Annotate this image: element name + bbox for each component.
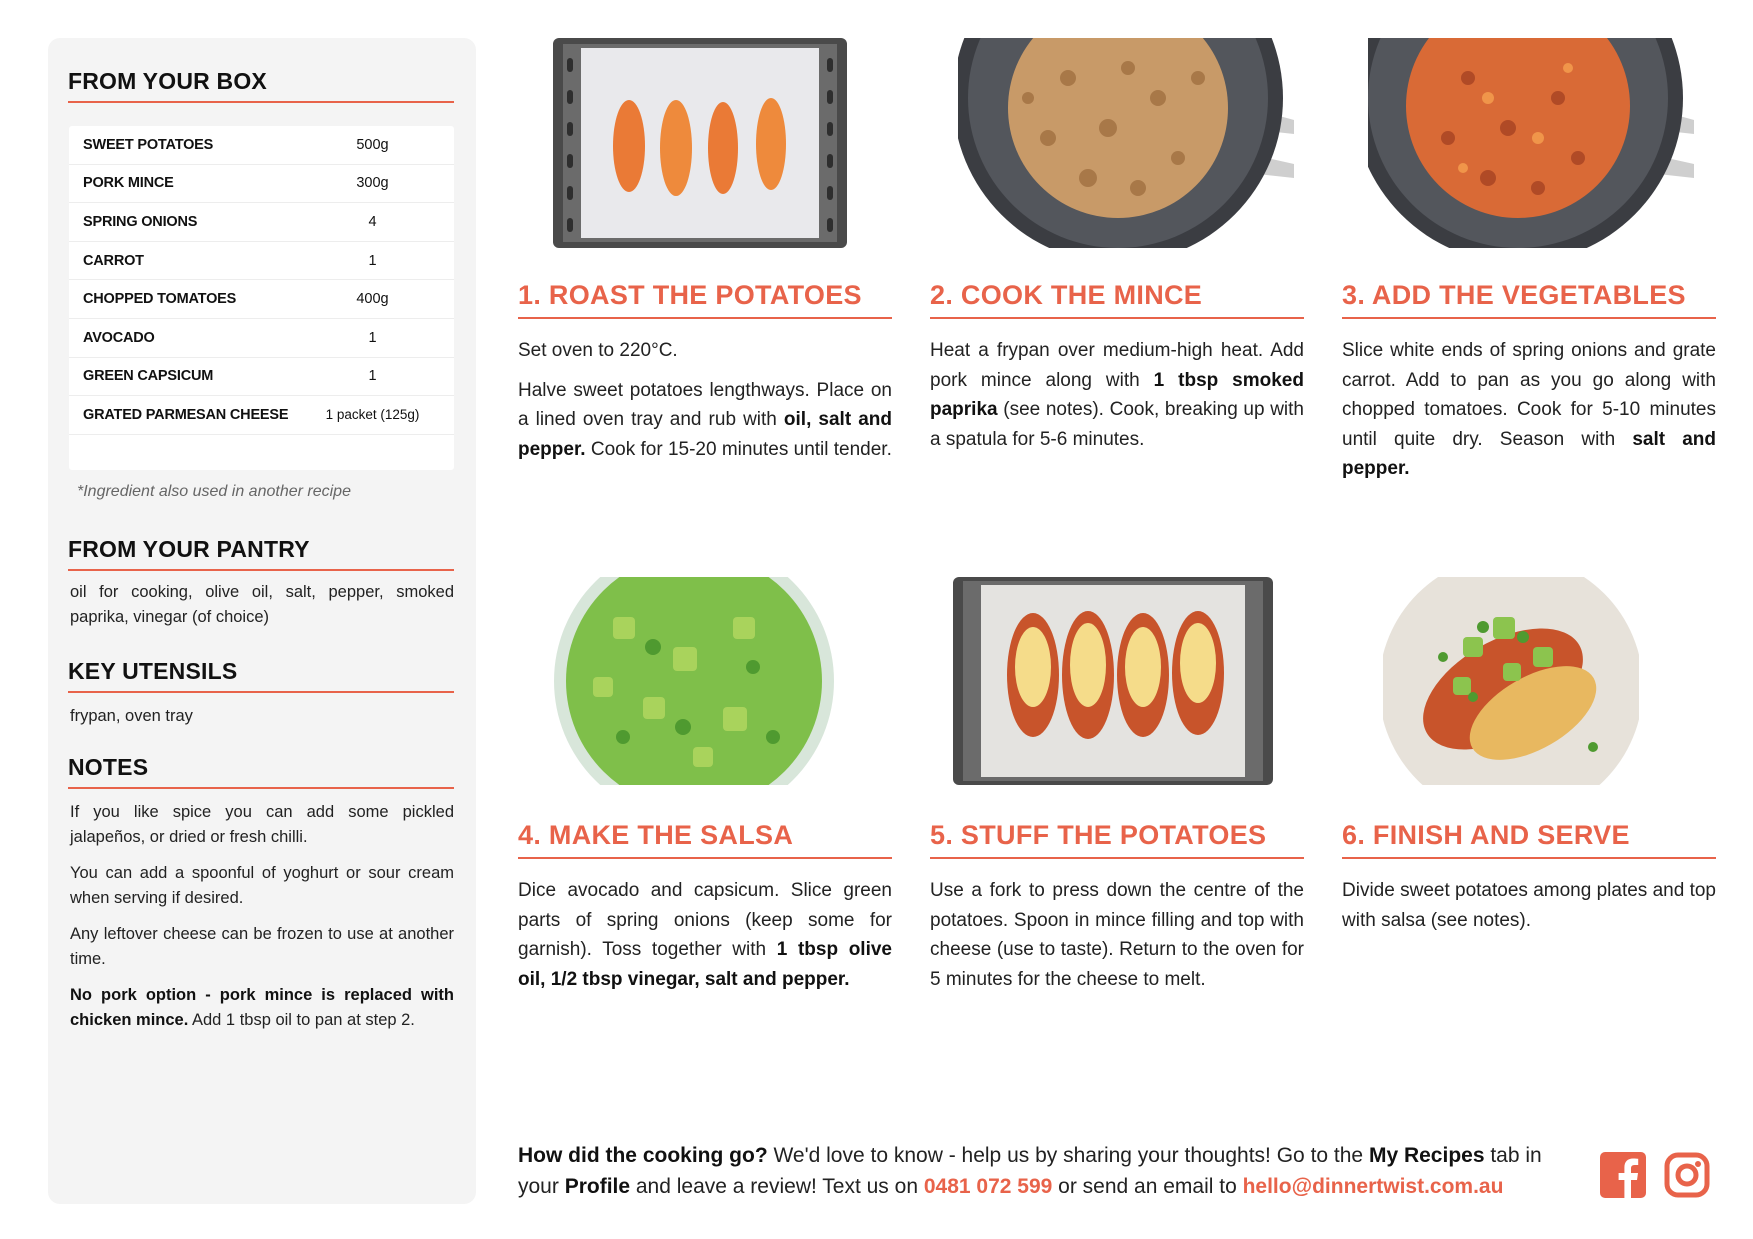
ingredient-qty: 1 — [368, 368, 377, 385]
note-paragraph: If you like spice you can add some pickled jalapeños, or dried or fresh chilli. — [70, 803, 454, 846]
table-row — [69, 203, 454, 242]
my-recipes-link[interactable]: My Recipes — [1368, 1144, 1485, 1167]
table-row — [69, 280, 454, 319]
step-1-text-a: Halve sweet potatoes lengthways. Place on a lined oven tray and rub with — [518, 379, 892, 430]
step-1-body — [518, 336, 892, 474]
step-2-bold: 1 tbsp smoked paprika — [930, 369, 1304, 420]
ingredient-name: CHOPPED TOMATOES — [83, 291, 237, 308]
facebook-icon[interactable] — [1600, 1152, 1646, 1198]
utensils-text: frypan, oven tray — [70, 707, 193, 725]
ingredient-name: GREEN CAPSICUM — [83, 368, 214, 385]
ingredients-sidebar — [48, 38, 476, 1204]
ingredient-footnote: *Ingredient also used in another recipe — [77, 483, 351, 500]
step-2-text-c: (see notes). Cook, breaking up with a spatula for 5-6 minutes. — [930, 399, 1304, 450]
feedback-text: We'd love to know - help us by sharing your thoughts! Go to the — [767, 1144, 1369, 1167]
ingredient-name: SPRING ONIONS — [83, 213, 198, 230]
note-paragraph — [70, 983, 454, 1033]
step-6-body — [1342, 876, 1716, 945]
step-5-text: Use a fork to press down the centre of the potatoes. Spoon in mince filling and top with cheese (use to taste). Return to the oven for 5 minutes for the cheese to melt. — [930, 880, 1304, 990]
email-link[interactable]: hello@dinnertwist.com.au — [1242, 1175, 1504, 1198]
ingredient-qty: 1 — [368, 252, 377, 269]
from-your-pantry-heading: FROM YOUR PANTRY — [68, 536, 454, 571]
step-2-text-a: Heat a frypan over medium-high heat. Add pork mince along with — [930, 340, 1304, 391]
step-1-photo — [553, 38, 847, 248]
step-4-body — [518, 876, 892, 1004]
step-5-title: 5. STUFF THE POTATOES — [930, 820, 1304, 859]
step-4-text — [518, 876, 892, 994]
pantry-text: oil for cooking, olive oil, salt, pepper, smoked paprika, vinegar (of choice) — [70, 583, 454, 626]
note-text: Add 1 tbsp oil to pan at step 2. — [188, 1011, 415, 1029]
step-2-title: 2. COOK THE MINCE — [930, 280, 1304, 319]
table-row — [69, 126, 454, 165]
step-3-photo — [1368, 38, 1708, 248]
step-4-text-a: Dice avocado and capsicum. Slice green parts of spring onions (keep some for garnish). Toss together with — [518, 880, 892, 960]
step-3-title: 3. ADD THE VEGETABLES — [1342, 280, 1716, 319]
step-2-text — [930, 336, 1304, 454]
ingredient-qty: 1 — [368, 329, 377, 346]
step-6-photo — [1383, 577, 1639, 785]
feedback-text: or send an email to — [1052, 1175, 1243, 1198]
ingredient-name: CARROT — [83, 252, 144, 269]
ingredient-qty: 500g — [356, 136, 389, 153]
step-6-title: 6. FINISH AND SERVE — [1342, 820, 1716, 859]
notes-heading: NOTES — [68, 754, 454, 789]
ingredient-table — [69, 126, 454, 470]
note-bold: No pork option - pork mince is replaced with chicken mince. — [70, 986, 454, 1029]
step-1-text: Set oven to 220°C. — [518, 340, 678, 361]
step-5-body — [930, 876, 1304, 1004]
table-row — [69, 242, 454, 281]
feedback-text: and leave a review! Text us on — [630, 1175, 924, 1198]
phone-link[interactable]: 0481 072 599 — [923, 1175, 1053, 1198]
feedback-message — [518, 1140, 1568, 1202]
step-1-bold: oil, salt and pepper. — [518, 409, 892, 460]
ingredient-name: PORK MINCE — [83, 175, 174, 192]
step-3-bold: salt and pepper. — [1342, 428, 1716, 479]
instagram-icon[interactable] — [1664, 1152, 1710, 1198]
table-row — [69, 358, 454, 397]
ingredient-name: AVOCADO — [83, 329, 155, 346]
ingredient-qty: 400g — [356, 291, 389, 308]
step-6-text: Divide sweet potatoes among plates and top with salsa (see notes). — [1342, 880, 1716, 931]
table-row — [69, 319, 454, 358]
step-3-body — [1342, 336, 1716, 494]
key-utensils-heading: KEY UTENSILS — [68, 658, 454, 693]
step-2-body — [930, 336, 1304, 464]
table-row — [69, 165, 454, 204]
from-your-box-heading: FROM YOUR BOX — [68, 68, 454, 103]
step-2-photo — [958, 38, 1298, 248]
ingredient-qty: 300g — [356, 175, 389, 192]
step-1-text — [518, 376, 892, 465]
note-paragraph: You can add a spoonful of yoghurt or sour cream when serving if desired. — [70, 864, 454, 907]
ingredient-name: GRATED PARMESAN CHEESE — [83, 406, 289, 423]
notes-body — [70, 800, 454, 1044]
note-paragraph: Any leftover cheese can be frozen to use at another time. — [70, 925, 454, 968]
step-5-photo — [953, 577, 1273, 785]
step-3-text-a: Slice white ends of spring onions and grate carrot. Add to pan as you go along with chopped tomatoes. Cook for 5-10 minutes until quite dry. Season with — [1342, 340, 1716, 450]
step-1-text-c: Cook for 15-20 minutes until tender. — [585, 438, 892, 460]
step-1-title: 1. ROAST THE POTATOES — [518, 280, 892, 319]
ingredient-qty: 4 — [368, 213, 377, 230]
step-4-bold: 1 tbsp olive oil, 1/2 tbsp vinegar, salt and pepper. — [518, 939, 892, 990]
profile-link[interactable]: Profile — [564, 1175, 631, 1198]
step-3-text — [1342, 336, 1716, 484]
feedback-question: How did the cooking go? — [518, 1144, 768, 1167]
feedback-text: tab in your — [518, 1144, 1542, 1198]
table-row — [69, 396, 454, 435]
step-4-photo — [553, 577, 835, 785]
ingredient-name: SWEET POTATOES — [83, 136, 214, 153]
step-4-title: 4. MAKE THE SALSA — [518, 820, 892, 859]
ingredient-qty: 1 packet (125g) — [325, 407, 420, 423]
